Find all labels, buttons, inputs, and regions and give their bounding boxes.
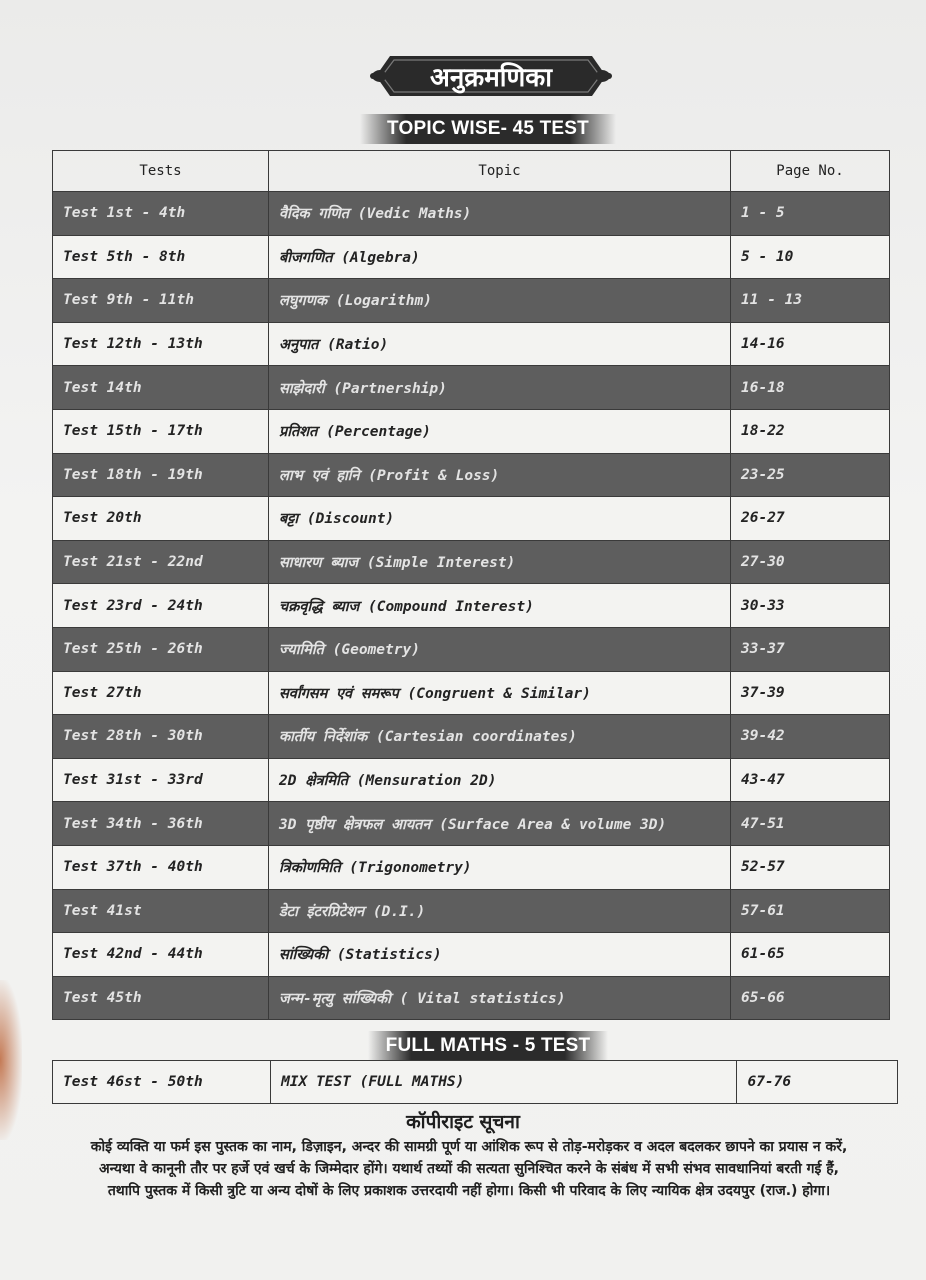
page-cell: 37-39 [731, 671, 890, 715]
topic-cell: वैदिक गणित (Vedic Maths) [269, 192, 731, 236]
test-cell: Test 28th - 30th [53, 715, 269, 759]
table-row [53, 802, 890, 846]
title-banner [370, 46, 612, 106]
page-cell: 43-47 [731, 758, 890, 802]
page-cell: 5 - 10 [731, 235, 890, 279]
test-cell: Test 20th [53, 497, 269, 541]
page-cell: 23-25 [731, 453, 890, 497]
test-cell: Test 1st - 4th [53, 192, 269, 236]
topic-cell: सांख्यिकी (Statistics) [269, 933, 731, 977]
page-cell: 16-18 [731, 366, 890, 410]
page-cell: 47-51 [731, 802, 890, 846]
test-cell: Test 15th - 17th [53, 409, 269, 453]
table-row [53, 453, 890, 497]
table-row [53, 192, 890, 236]
table-row [53, 715, 890, 759]
page-cell: 26-27 [731, 497, 890, 541]
copyright-title: कॉपीराइट सूचना [406, 1111, 520, 1133]
topic-cell: प्रतिशत (Percentage) [269, 409, 731, 453]
table-row [53, 627, 890, 671]
test-cell: Test 31st - 33rd [53, 758, 269, 802]
full-test-cell: Test 46st - 50th [53, 1061, 271, 1104]
full-topic-cell: MIX TEST (FULL MATHS) [271, 1061, 737, 1104]
page-cell: 11 - 13 [731, 279, 890, 323]
test-cell: Test 27th [53, 671, 269, 715]
table-row [53, 976, 890, 1020]
test-cell: Test 5th - 8th [53, 235, 269, 279]
topic-cell: अनुपात (Ratio) [269, 322, 731, 366]
toc-table [52, 150, 890, 1020]
topic-cell: जन्म-मृत्यु सांख्यिकी ( Vital statistics) [269, 976, 731, 1020]
test-cell: Test 12th - 13th [53, 322, 269, 366]
page-title: अनुक्रमणिका [429, 63, 553, 93]
table-row [53, 409, 890, 453]
table-row [53, 933, 890, 977]
test-cell: Test 21st - 22nd [53, 540, 269, 584]
page-cell: 52-57 [731, 845, 890, 889]
table-row [53, 540, 890, 584]
table-row [53, 497, 890, 541]
topic-cell: त्रिकोणमिति (Trigonometry) [269, 845, 731, 889]
test-cell: Test 37th - 40th [53, 845, 269, 889]
table-row [53, 235, 890, 279]
page-cell: 57-61 [731, 889, 890, 933]
test-cell: Test 23rd - 24th [53, 584, 269, 628]
page-cell: 33-37 [731, 627, 890, 671]
topic-cell: सर्वांगसम एवं समरूप (Congruent & Similar) [269, 671, 731, 715]
table-row [53, 758, 890, 802]
section-topic-wise: TOPIC WISE- 45 TEST [360, 114, 616, 144]
topic-cell: 3D पृष्ठीय क्षेत्रफल आयतन (Surface Area & volume 3D) [269, 802, 731, 846]
table-row [53, 889, 890, 933]
page-cell: 18-22 [731, 409, 890, 453]
page-cell: 1 - 5 [731, 192, 890, 236]
table-row [53, 584, 890, 628]
test-cell: Test 42nd - 44th [53, 933, 269, 977]
topic-cell: बीजगणित (Algebra) [269, 235, 731, 279]
topic-cell: साझेदारी (Partnership) [269, 366, 731, 410]
copyright-line: अन्यथा वे कानूनी तौर पर हर्जे एवं खर्च के जिम्मेदार होंगे। यथार्थ तथ्यों की सत्यता सुनिश्चित करने के संबंध में सभी संभव सावधानियां बरती गई हैं, [98, 1161, 839, 1177]
topic-cell: कार्तीय निर्देशांक (Cartesian coordinates) [269, 715, 731, 759]
topic-cell: लघुगणक (Logarithm) [269, 279, 731, 323]
test-cell: Test 25th - 26th [53, 627, 269, 671]
topic-cell: बट्टा (Discount) [269, 497, 731, 541]
page-cell: 30-33 [731, 584, 890, 628]
table-row [53, 671, 890, 715]
page-cell: 65-66 [731, 976, 890, 1020]
test-cell: Test 18th - 19th [53, 453, 269, 497]
header-topic: Topic [269, 151, 731, 192]
copyright-line: कोई व्यक्ति या फर्म इस पुस्तक का नाम, डिज़ाइन, अन्दर की सामग्री पूर्ण या आंशिक रूप से तोड़-मरोड़कर व अदल बदलकर छापने का प्रयास न करें, [90, 1139, 848, 1155]
table-row [53, 366, 890, 410]
test-cell: Test 14th [53, 366, 269, 410]
header-page: Page No. [731, 151, 890, 192]
topic-cell: ज्यामिति (Geometry) [269, 627, 731, 671]
copyright-line: तथापि पुस्तक में किसी त्रुटि या अन्य दोषों के लिए प्रकाशक उत्तरदायी नहीं होगा। किसी भी परिवाद के लिए न्यायिक क्षेत्र उदयपुर (राज.) होगा। [107, 1183, 831, 1199]
page-cell: 27-30 [731, 540, 890, 584]
header-tests: Tests [53, 151, 269, 192]
test-cell: Test 9th - 11th [53, 279, 269, 323]
full-maths-table [52, 1060, 898, 1104]
table-row [53, 322, 890, 366]
test-cell: Test 45th [53, 976, 269, 1020]
full-page-cell: 67-76 [737, 1061, 898, 1104]
copyright-notice [38, 1136, 900, 1202]
topic-cell: डेटा इंटरप्रिटेशन (D.I.) [269, 889, 731, 933]
page-cell: 61-65 [731, 933, 890, 977]
topic-cell: लाभ एवं हानि (Profit & Loss) [269, 453, 731, 497]
page-cell: 14-16 [731, 322, 890, 366]
section-full-maths: FULL MATHS - 5 TEST [368, 1031, 608, 1061]
table-row [53, 279, 890, 323]
table-row [53, 845, 890, 889]
test-cell: Test 34th - 36th [53, 802, 269, 846]
topic-cell: 2D क्षेत्रमिति (Mensuration 2D) [269, 758, 731, 802]
topic-cell: चक्रवृद्धि ब्याज (Compound Interest) [269, 584, 731, 628]
topic-cell: साधारण ब्याज (Simple Interest) [269, 540, 731, 584]
page-cell: 39-42 [731, 715, 890, 759]
test-cell: Test 41st [53, 889, 269, 933]
